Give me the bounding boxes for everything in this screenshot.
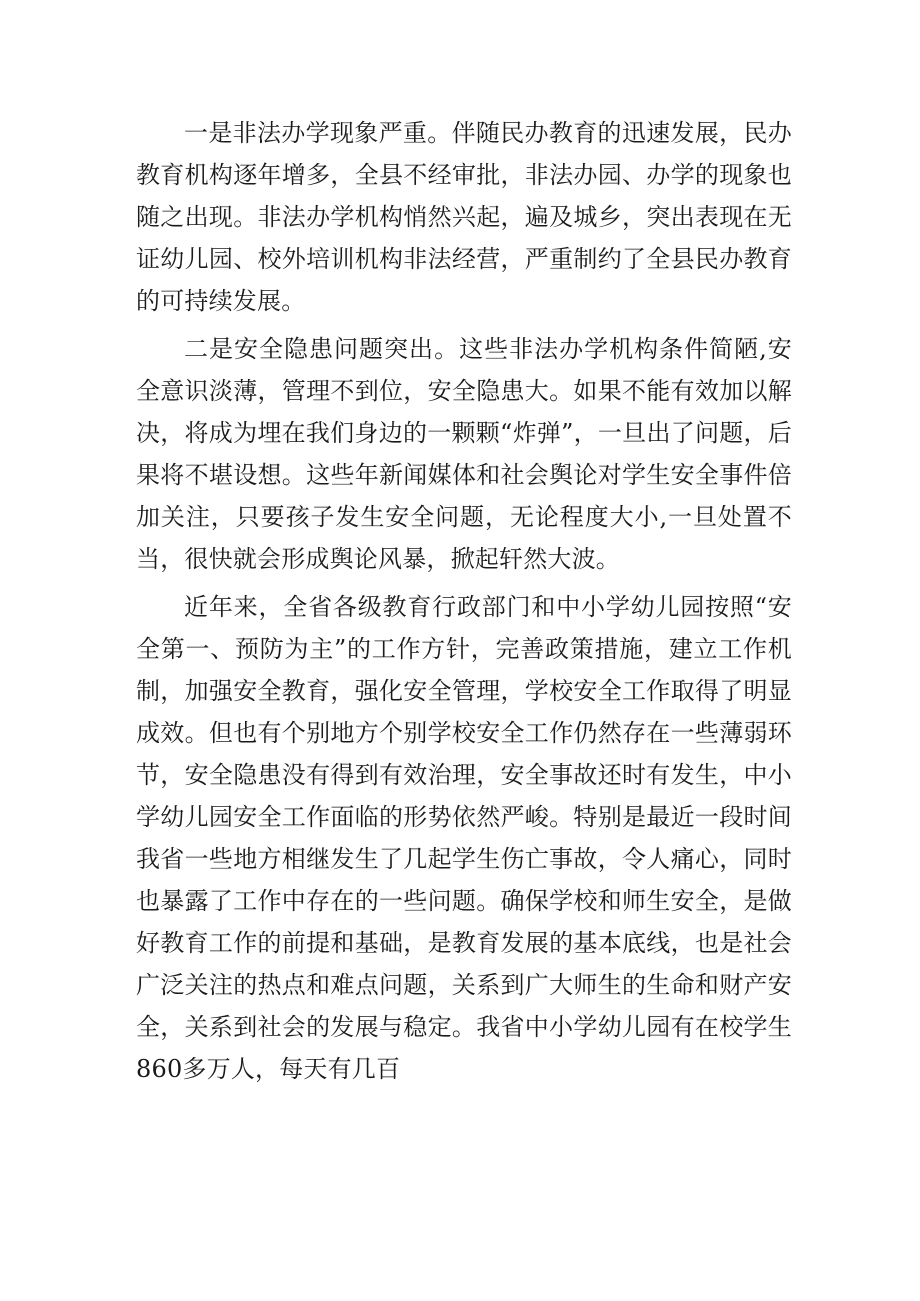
paragraph-illegal-schooling: 一是非法办学现象严重。伴随民办教育的迅速发展，民办教育机构逐年增多，全县不经审批，非法办园、办学的现象也随之出现。非法办学机构悄然兴起，遍及城乡，突出表现在无证幼儿园、校外培训机构非法经营，严重制约了全县民办教育的可持续发展。 [136,119,792,315]
paragraph-safety-hazards: 二是安全隐患问题突出。这些非法办学机构条件简陋,安全意识淡薄，管理不到位，安全隐患大。如果不能有效加以解决，将成为埋在我们身边的一颗颗“炸弹”，一旦出了问题，后果将不堪设想。这些年新闻媒体和社会舆论对学生安全事件倍加关注，只要孩子发生安全问题，无论程度大小,一旦处置不当，很快就会形成舆论风暴，掀起轩然大波。 [136,335,792,573]
paragraph-recent-years: 近年来，全省各级教育行政部门和中小学幼儿园按照“安全第一、预防为主”的工作方针，完善政策措施，建立工作机制，加强安全教育，强化安全管理，学校安全工作取得了明显成效。但也有个别地方个别学校安全工作仍然存在一些薄弱环节，安全隐患没有得到有效治理，安全事故还时有发生，中小学幼儿园安全工作面临的形势依然严峻。特别是最近一段时间我省一些地方相继发生了几起学生伤亡事故，令人痛心，同时也暴露了工作中存在的一些问题。确保学校和师生安全，是做好教育工作的前提和基础，是教育发展的基本底线，也是社会广泛关注的热点和难点问题，关系到广大师生的生命和财产安全，关系到社会的发展与稳定。我省中小学幼儿园有在校学生860多万人，每天有几百 [136,593,792,1083]
document-page [136,112,792,1096]
